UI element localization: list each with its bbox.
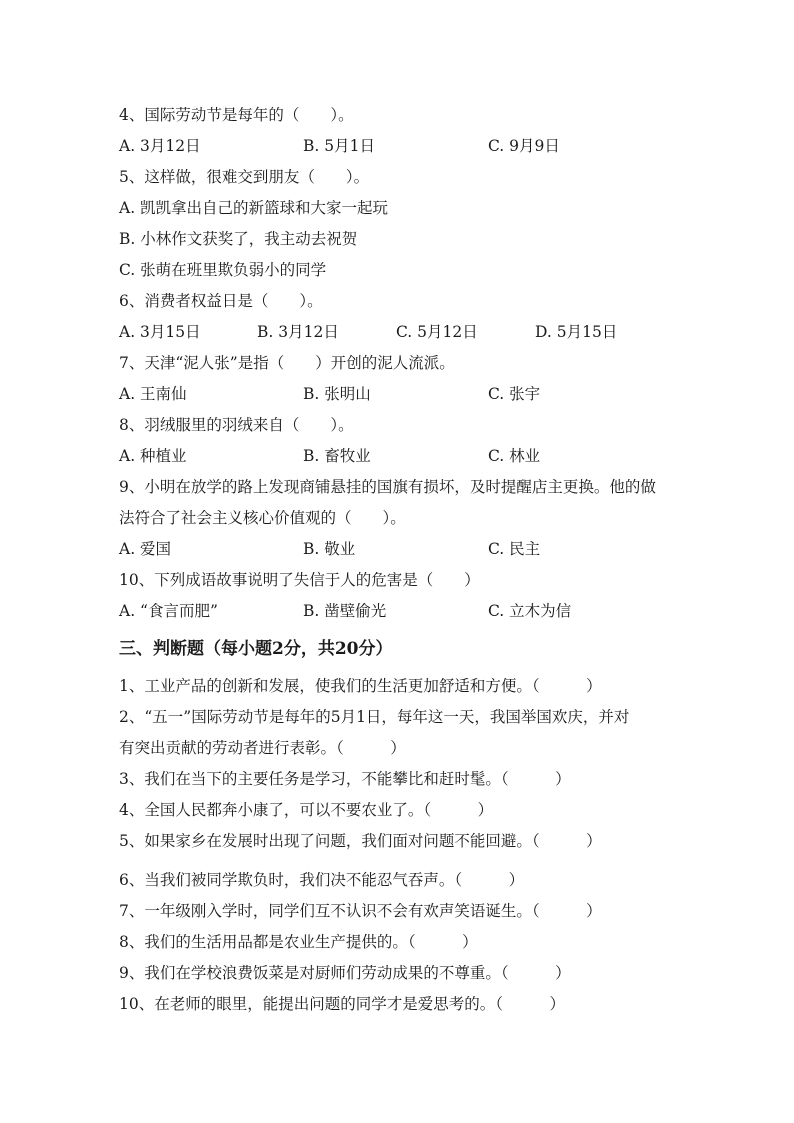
question-8-options [119, 441, 679, 472]
option-c: C. 张宇 [488, 385, 541, 403]
option-b: B. 畜牧业 [303, 447, 371, 465]
option-b: B. 敬业 [303, 540, 356, 558]
question-9-stem-line2: 法符合了社会主义核心价值观的（ ）。 [119, 509, 406, 527]
option-b: B. 5月1日 [303, 137, 375, 155]
option-a: A. 凯凯拿出自己的新篮球和大家一起玩 [119, 199, 389, 217]
option-a: A. 3月12日 [119, 137, 201, 155]
option-c: C. 张萌在班里欺负弱小的同学 [119, 261, 327, 279]
judge-item-4: 4、全国人民都奔小康了，可以不要农业了。（ ） [119, 801, 494, 819]
judge-item-5: 5、如果家乡在发展时出现了问题，我们面对问题不能回避。（ ） [119, 832, 602, 850]
question-4-options [119, 131, 679, 162]
judge-item-6: 6、当我们被同学欺负时，我们决不能忍气吞声。（ ） [119, 871, 525, 889]
option-a: A. 种植业 [119, 447, 187, 465]
option-c: C. 5月12日 [396, 323, 478, 341]
judge-item-2-line1: 2、“五一”国际劳动节是每年的5月1日，每年这一天，我国举国欢庆，并对 [119, 708, 630, 726]
question-7-options [119, 379, 679, 410]
judge-item-1: 1、工业产品的创新和发展，使我们的生活更加舒适和方便。（ ） [119, 677, 602, 695]
option-c: C. 9月9日 [488, 137, 560, 155]
judge-item-8: 8、我们的生活用品都是农业生产提供的。（ ） [119, 933, 478, 951]
question-7-stem: 7、天津“泥人张”是指（ ）开创的泥人流派。 [119, 354, 455, 372]
question-6-options [119, 317, 679, 348]
option-a: A. “食言而肥” [119, 602, 218, 620]
question-8-stem: 8、羽绒服里的羽绒来自（ ）。 [119, 416, 354, 434]
judge-item-7: 7、一年级刚入学时，同学们互不认识不会有欢声笑语诞生。（ ） [119, 902, 602, 920]
judge-item-10: 10、在老师的眼里，能提出问题的同学才是爱思考的。（ ） [119, 995, 565, 1013]
option-c: C. 立木为信 [488, 602, 572, 620]
judge-item-3: 3、我们在当下的主要任务是学习，不能攀比和赶时髦。（ ） [119, 770, 571, 788]
question-10-options [119, 596, 679, 627]
option-b: B. 张明山 [303, 385, 371, 403]
option-c: C. 民主 [488, 540, 541, 558]
question-10-stem: 10、下列成语故事说明了失信于人的危害是（ ） [119, 571, 480, 589]
question-6-stem: 6、消费者权益日是（ ）。 [119, 292, 323, 310]
option-d: D. 5月15日 [535, 323, 618, 341]
question-9-stem-line1: 9、小明在放学的路上发现商铺悬挂的国旗有损坏，及时提醒店主更换。他的做 [119, 478, 656, 496]
question-9-options [119, 534, 679, 565]
option-b: B. 小林作文获奖了，我主动去祝贺 [119, 230, 358, 248]
question-5-stem: 5、这样做，很难交到朋友（ ）。 [119, 168, 370, 186]
option-a: A. 3月15日 [119, 323, 201, 341]
option-b: B. 3月12日 [257, 323, 339, 341]
option-c: C. 林业 [488, 447, 541, 465]
judge-item-9: 9、我们在学校浪费饭菜是对厨师们劳动成果的不尊重。（ ） [119, 964, 571, 982]
exam-page [119, 100, 679, 1020]
option-b: B. 凿壁偷光 [303, 602, 387, 620]
option-a: A. 爱国 [119, 540, 172, 558]
section-title: 三、判断题（每小题2分，共20分） [119, 639, 393, 659]
question-4-stem: 4、国际劳动节是每年的（ ）。 [119, 106, 354, 124]
option-a: A. 王南仙 [119, 385, 187, 403]
judge-item-2-line2: 有突出贡献的劳动者进行表彰。（ ） [119, 739, 406, 757]
